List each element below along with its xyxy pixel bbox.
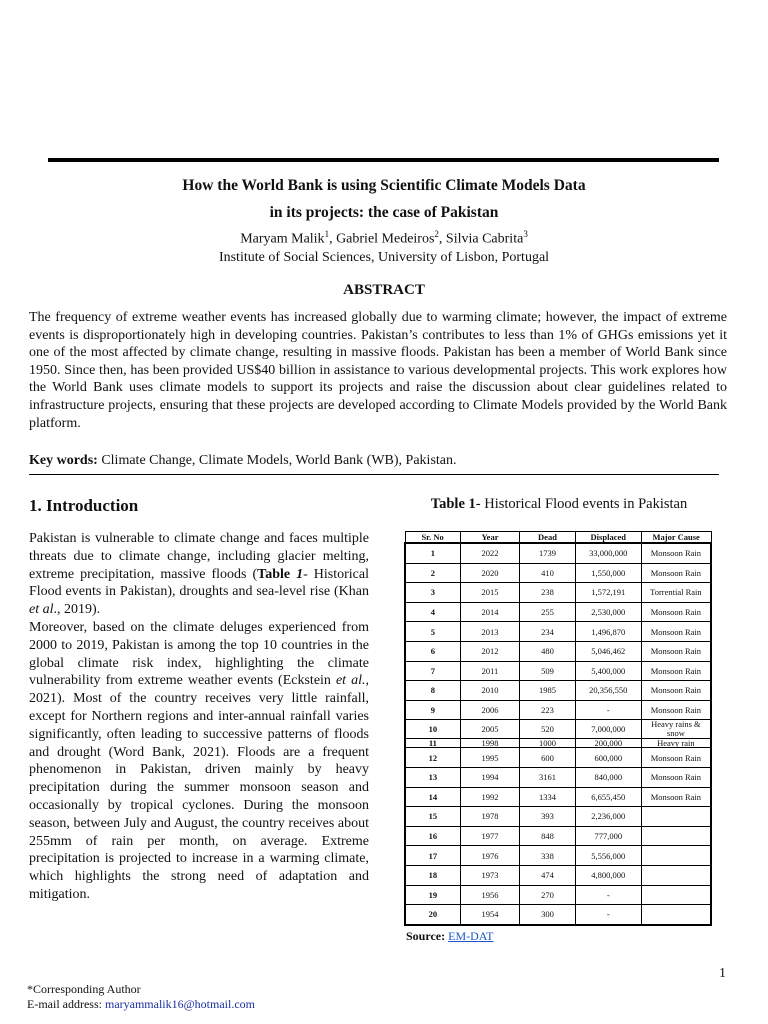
cell-sr-no: 14 (405, 787, 460, 807)
col-header-major-cause: Major Cause (641, 532, 711, 544)
table-row (405, 865, 711, 885)
table-row (405, 905, 711, 925)
paper-title-line-2: in its projects: the case of Pakistan (269, 204, 499, 221)
cell-sr-no: 1 (405, 543, 460, 563)
cell-displaced: 200,000 (575, 739, 641, 748)
cell-displaced: 20,356,550 (575, 681, 641, 701)
cell-major-cause (641, 905, 711, 925)
table-caption-text: - Historical Flood events in Pakistan (475, 496, 688, 512)
table-caption-label: Table 1 (430, 496, 476, 512)
keywords-label: Key words: (29, 453, 98, 468)
cell-year: 2014 (460, 602, 519, 622)
footnote (27, 982, 255, 1012)
cell-year: 1973 (460, 865, 519, 885)
table-row (405, 807, 711, 827)
cell-dead: 1739 (520, 543, 576, 563)
table-row (405, 720, 711, 739)
col-header-year: Year (460, 532, 519, 544)
table-row (405, 700, 711, 720)
cell-sr-no: 8 (405, 681, 460, 701)
cell-displaced: 4,800,000 (575, 865, 641, 885)
cell-sr-no: 17 (405, 846, 460, 866)
cell-dead: 300 (520, 905, 576, 925)
cell-major-cause: Monsoon Rain (641, 700, 711, 720)
table-row (405, 885, 711, 905)
cell-year: 2015 (460, 583, 519, 603)
cell-displaced: 33,000,000 (575, 543, 641, 563)
cell-dead: 223 (520, 700, 576, 720)
cell-sr-no: 20 (405, 905, 460, 925)
keywords-rule (29, 474, 719, 475)
cell-displaced: 777,000 (575, 826, 641, 846)
affiliation: Institute of Social Sciences, University of Lisbon, Portugal (218, 250, 550, 265)
cell-sr-no: 3 (405, 583, 460, 603)
cell-displaced: 1,550,000 (575, 563, 641, 583)
cell-dead: 270 (520, 885, 576, 905)
email-address[interactable]: maryammalik16@hotmail.com (104, 997, 256, 1011)
cell-displaced: 6,655,450 (575, 787, 641, 807)
cell-major-cause: Monsoon Rain (641, 563, 711, 583)
abstract-heading: ABSTRACT (343, 282, 425, 298)
cell-major-cause (641, 885, 711, 905)
abstract-text: The frequency of extreme weather events has increased globally due to warming climate; however, the impact of extreme events is disproportionately high in developing countries. Pakistan’s contributes to less than 1% of GHGs emissions yet it one of the most affected by climate change, resulting in massive floods. Pakistan has been a member of World Bank since 1950. Since then, has been provided US$40 billion in assistance to various developmental projects. This work explores how the World Bank uses climate models to support its projects and raise the discussion about clear guidelines related to infrastructure projects, ensuring that these projects are developed according to Climate Models provided by the World Bank platform. (29, 310, 727, 431)
cell-major-cause: Monsoon Rain (641, 543, 711, 563)
author-2: Gabriel Medeiros (336, 231, 435, 247)
introduction-text: Pakistan is vulnerable to climate change and faces multiple threats due to climate change, including glacier melting, extreme precipitation, massive floods (Table 1- Historical Flood events in Pakistan), droughts and sea-level rise (Khan et al., 2019). Moreover, based on the climate deluges experienced from 2000 to 2019, Pakistan is among the top 10 countries in the global climate risk index, highlighting the climate vulnerability from extreme weather events (Eckstein et al., 2021). Most of the country receives very little rainfall, except for Northern regions and inter-annual rainfall varies significantly, often leading to successive patterns of floods and drought (Word Bank, 2021). Floods are a frequent phenomenon in Pakistan, driven mainly by heavy precipitation during the summer monsoon season and occasionally by tropical cyclones. During the monsoon season, between July and August, the country receives about 255mm of rain per month, on average. Extreme precipitation is projected to increase in a warming climate, which highlights the strong need of adaptation and mitigation. (29, 531, 369, 902)
table-row (405, 681, 711, 701)
col-header-dead: Dead (520, 532, 576, 544)
table-source (406, 929, 493, 944)
table-row (405, 739, 711, 748)
cell-major-cause: Monsoon Rain (641, 602, 711, 622)
cell-dead: 848 (520, 826, 576, 846)
cell-dead: 600 (520, 748, 576, 768)
cell-major-cause: Torrential Rain (641, 583, 711, 603)
cell-year: 1998 (460, 739, 519, 748)
cell-sr-no: 19 (405, 885, 460, 905)
cell-year: 1954 (460, 905, 519, 925)
cell-dead: 1334 (520, 787, 576, 807)
author-2-affil: 2 (434, 229, 439, 239)
cell-sr-no: 5 (405, 622, 460, 642)
cell-dead: 410 (520, 563, 576, 583)
cell-year: 2006 (460, 700, 519, 720)
cell-sr-no: 6 (405, 641, 460, 661)
cell-dead: 255 (520, 602, 576, 622)
cell-displaced: 2,236,000 (575, 807, 641, 827)
cell-sr-no: 13 (405, 767, 460, 787)
cell-displaced: 600,000 (575, 748, 641, 768)
cell-displaced: - (575, 905, 641, 925)
cell-major-cause: Monsoon Rain (641, 622, 711, 642)
author-1-affil: 1 (324, 229, 330, 239)
table-reference: Table 1 (257, 566, 304, 582)
cell-year: 1977 (460, 826, 519, 846)
cell-year: 2013 (460, 622, 519, 642)
cell-major-cause (641, 826, 711, 846)
header-rule (48, 158, 719, 162)
cell-year: 1995 (460, 748, 519, 768)
author-3-affil: 3 (523, 229, 528, 239)
cell-major-cause (641, 865, 711, 885)
cell-year: 2020 (460, 563, 519, 583)
table-row (405, 767, 711, 787)
cell-major-cause: Heavy rains & snow (641, 720, 711, 739)
cell-sr-no: 11 (405, 739, 460, 748)
cell-displaced: 5,046,462 (575, 641, 641, 661)
author-1: Maryam Malik (240, 231, 325, 247)
cell-dead: 509 (520, 661, 576, 681)
cell-sr-no: 15 (405, 807, 460, 827)
corresponding-author-note: *Corresponding Author (27, 982, 141, 996)
table-header-row (405, 532, 711, 544)
cell-displaced: 840,000 (575, 767, 641, 787)
cell-major-cause: Monsoon Rain (641, 681, 711, 701)
cell-year: 2012 (460, 641, 519, 661)
cell-dead: 3161 (520, 767, 576, 787)
keywords (29, 453, 457, 469)
cell-year: 1994 (460, 767, 519, 787)
cell-year: 1978 (460, 807, 519, 827)
cell-year: 1976 (460, 846, 519, 866)
paper-title-line-1: How the World Bank is using Scientific Climate Models Data (182, 177, 586, 194)
keywords-text: Climate Change, Climate Models, World Bank (WB), Pakistan. (97, 453, 457, 468)
cell-year: 1992 (460, 787, 519, 807)
table-caption (404, 496, 714, 513)
cell-year: 2011 (460, 661, 519, 681)
cell-major-cause (641, 846, 711, 866)
table-row (405, 748, 711, 768)
cell-displaced: 5,400,000 (575, 661, 641, 681)
cell-sr-no: 18 (405, 865, 460, 885)
cell-year: 2010 (460, 681, 519, 701)
cell-dead: 480 (520, 641, 576, 661)
cell-major-cause: Monsoon Rain (641, 767, 711, 787)
cell-dead: 238 (520, 583, 576, 603)
cell-major-cause: Monsoon Rain (641, 787, 711, 807)
email-line: E-mail address: maryammalik16@hotmail.com (27, 997, 256, 1011)
table-row (405, 622, 711, 642)
col-header-sr-no: Sr. No (405, 532, 460, 544)
cell-sr-no: 10 (405, 720, 460, 739)
table-row (405, 563, 711, 583)
cell-dead: 338 (520, 846, 576, 866)
cell-displaced: 2,530,000 (575, 602, 641, 622)
table-row (405, 826, 711, 846)
table-row (405, 602, 711, 622)
cell-dead: 1985 (520, 681, 576, 701)
cell-displaced: 5,556,000 (575, 846, 641, 866)
cell-sr-no: 2 (405, 563, 460, 583)
introduction-heading: 1. Introduction (29, 496, 139, 515)
cell-sr-no: 7 (405, 661, 460, 681)
cell-major-cause: Monsoon Rain (641, 748, 711, 768)
table-row (405, 543, 711, 563)
cell-sr-no: 16 (405, 826, 460, 846)
source-link[interactable]: EM-DAT (448, 929, 494, 943)
cell-major-cause: Heavy rain (641, 739, 711, 748)
cell-dead: 234 (520, 622, 576, 642)
cell-sr-no: 12 (405, 748, 460, 768)
cell-dead: 474 (520, 865, 576, 885)
cell-major-cause: Monsoon Rain (641, 661, 711, 681)
cell-year: 2022 (460, 543, 519, 563)
table-row (405, 846, 711, 866)
cell-dead: 520 (520, 720, 576, 739)
author-3: Silvia Cabrita (445, 231, 524, 247)
cell-dead: 393 (520, 807, 576, 827)
cell-displaced: 1,572,191 (575, 583, 641, 603)
cell-year: 1956 (460, 885, 519, 905)
table-row (405, 583, 711, 603)
cell-displaced: 1,496,870 (575, 622, 641, 642)
col-header-displaced: Displaced (575, 532, 641, 544)
cell-dead: 1000 (520, 739, 576, 748)
cell-year: 2005 (460, 720, 519, 739)
cell-major-cause (641, 807, 711, 827)
cell-sr-no: 9 (405, 700, 460, 720)
cell-displaced: 7,000,000 (575, 720, 641, 739)
source-label: Source: (406, 929, 446, 943)
cell-sr-no: 4 (405, 602, 460, 622)
page-number: 1 (719, 966, 726, 981)
cell-displaced: - (575, 885, 641, 905)
table-row (405, 787, 711, 807)
cell-displaced: - (575, 700, 641, 720)
table-row (405, 641, 711, 661)
table-row (405, 661, 711, 681)
flood-events-table (404, 531, 712, 926)
cell-major-cause: Monsoon Rain (641, 641, 711, 661)
authors: Maryam Malik$^1$, Gabriel Medeiros$^2$, Silvia Cabrita$^3$ (240, 229, 528, 247)
